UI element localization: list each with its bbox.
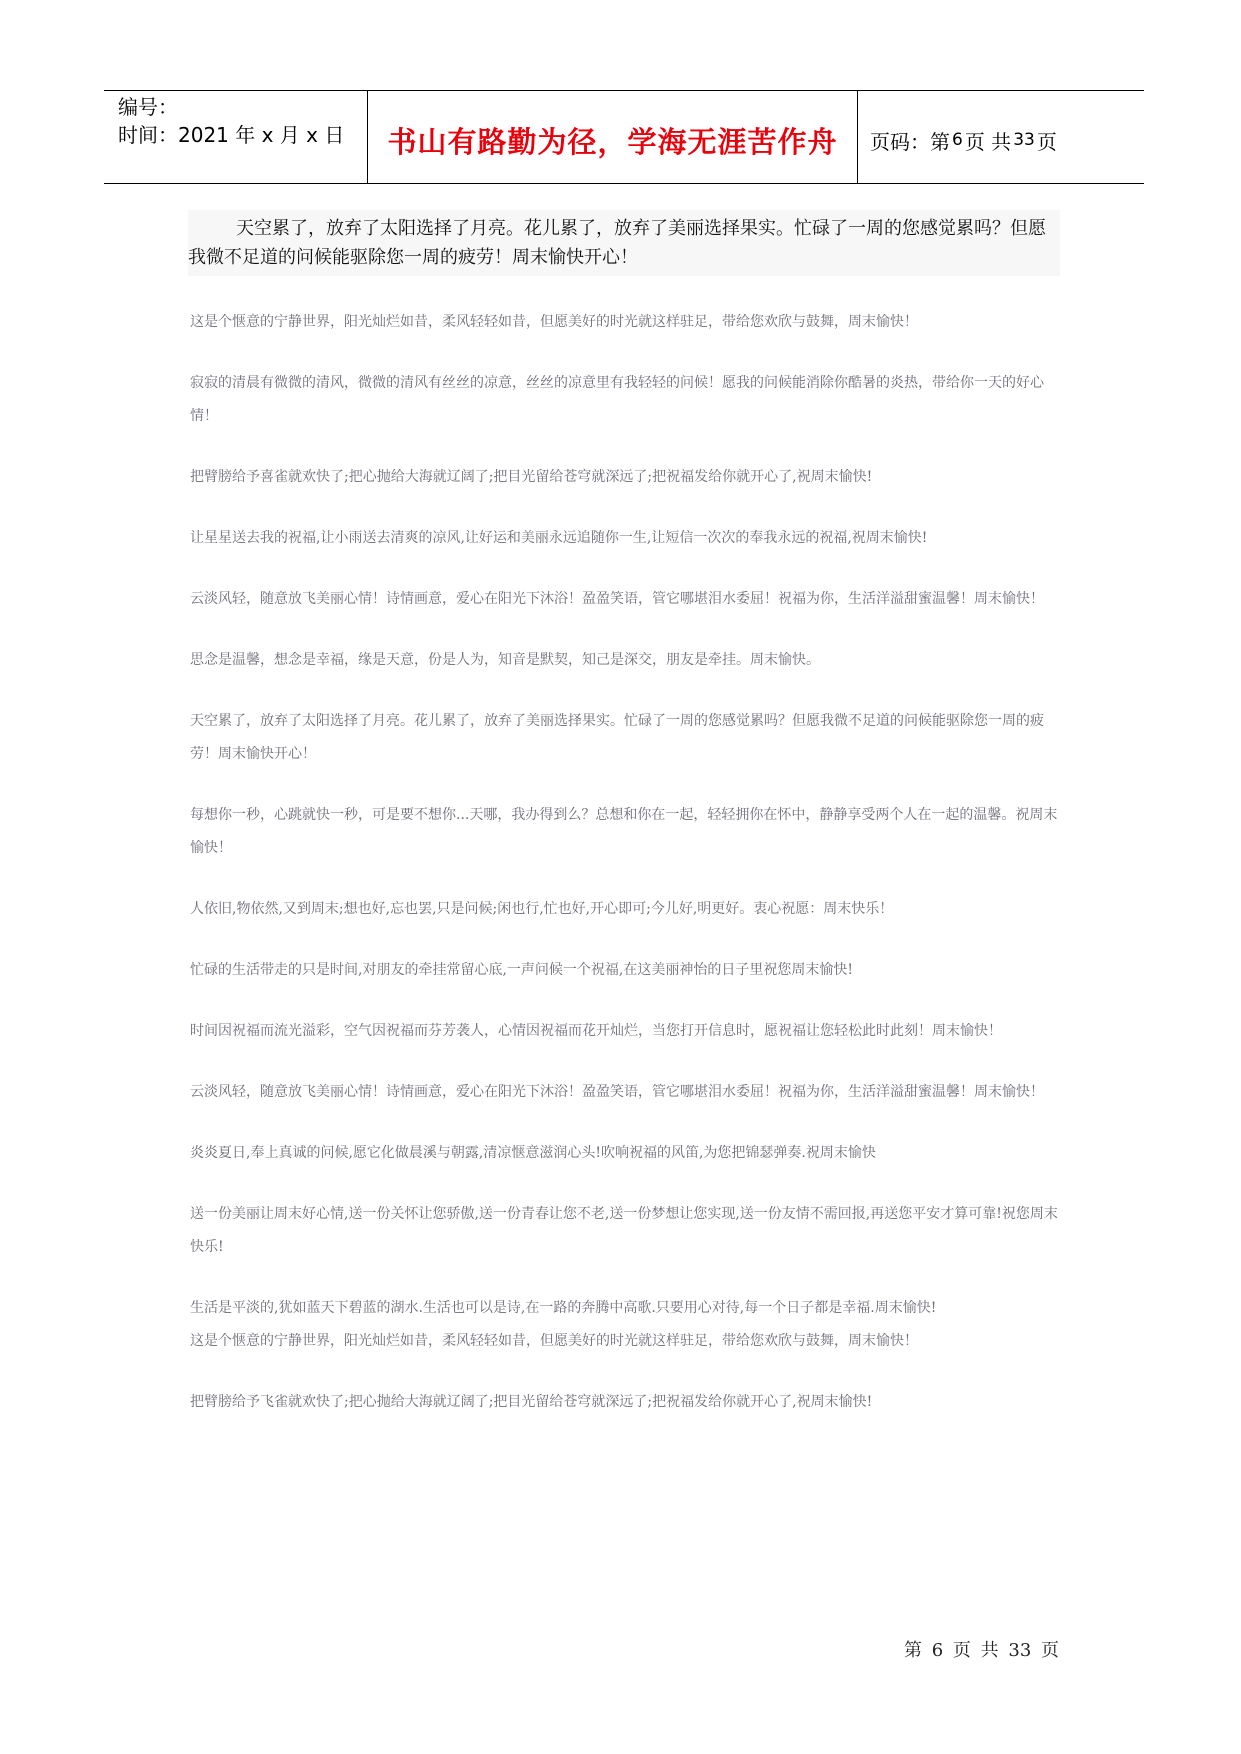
header-page-number [858, 91, 1144, 183]
footer-total: 33 [1008, 1640, 1032, 1661]
message-paragraph: 每想你一秒，心跳就快一秒，可是要不想你...天哪，我办得到么？总想和你在一起，轻轻拥你在怀中，静静享受两个人在一起的温馨。祝周末愉快！ [190, 807, 1058, 856]
message-paragraph: 生活是平淡的,犹如蓝天下碧蓝的湖水.生活也可以是诗,在一路的奔腾中高歌.只要用心对待,每一个日子都是幸福.周末愉快! [190, 1300, 937, 1316]
page-suffix: 页 [1036, 129, 1057, 154]
message-paragraph: 这是个惬意的宁静世界，阳光灿烂如昔，柔风轻轻如昔，但愿美好的时光就这样驻足，带给您欢欣与鼓舞，周末愉快！ [190, 314, 918, 330]
message-list [190, 306, 1062, 1447]
intro-paragraph: 天空累了，放弃了太阳选择了月亮。花儿累了，放弃了美丽选择果实。忙碌了一周的您感觉累吗？但愿我微不足道的问候能驱除您一周的疲劳！周末愉快开心！ [188, 210, 1060, 276]
message-paragraph: 天空累了，放弃了太阳选择了月亮。花儿累了，放弃了美丽选择果实。忙碌了一周的您感觉累吗？但愿我微不足道的问候能驱除您一周的疲劳！周末愉快开心！ [190, 713, 1044, 762]
page-prefix: 页码：第 [870, 129, 950, 154]
message-paragraph: 送一份美丽让周末好心情,送一份关怀让您骄傲,送一份青春让您不老,送一份梦想让您实现,送一份友情不需回报,再送您平安才算可靠!祝您周末快乐! [190, 1206, 1058, 1255]
message-paragraph: 云淡风轻，随意放飞美丽心情！诗情画意，爱心在阳光下沐浴！盈盈笑语，管它哪堪泪水委屈！祝福为你，生活洋溢甜蜜温馨！周末愉快！ [190, 1084, 1044, 1100]
footer-prefix: 第 [904, 1640, 922, 1661]
page-current: 6 [952, 130, 963, 150]
message-paragraph: 云淡风轻，随意放飞美丽心情！诗情画意，爱心在阳光下沐浴！盈盈笑语，管它哪堪泪水委屈！祝福为你，生活洋溢甜蜜温馨！周末愉快！ [190, 591, 1044, 607]
document-number-label: 编号： [118, 95, 178, 119]
message-paragraph: 忙碌的生活带走的只是时间,对朋友的牵挂常留心底,一声问候一个祝福,在这美丽神怡的日子里祝您周末愉快! [190, 962, 853, 978]
footer-middle: 页 共 [952, 1640, 999, 1661]
message-paragraph: 炎炎夏日,奉上真诚的问候,愿它化做晨溪与朝露,清凉惬意滋润心头!吹响祝福的风笛,为您把锦瑟弹奏.祝周末愉快 [190, 1145, 876, 1161]
footer-suffix: 页 [1041, 1640, 1060, 1661]
message-paragraph: 思念是温馨，想念是幸福，缘是天意，份是人为，知音是默契，知己是深交，朋友是牵挂。周末愉快。 [190, 652, 820, 668]
header-motto: 书山有路勤为径，学海无涯苦作舟 [368, 91, 858, 183]
header-meta [104, 91, 368, 183]
message-paragraph: 这是个惬意的宁静世界，阳光灿烂如昔，柔风轻轻如昔，但愿美好的时光就这样驻足，带给您欢欣与鼓舞，周末愉快！ [190, 1333, 918, 1349]
document-time-label: 时间：2021 年 x 月 x 日 [118, 123, 345, 147]
message-paragraph: 人依旧,物依然,又到周末;想也好,忘也罢,只是问候;闲也行,忙也好,开心即可;今儿好,明更好。衷心祝愿：周末快乐！ [190, 901, 894, 917]
message-paragraph: 让星星送去我的祝福,让小雨送去清爽的凉风,让好运和美丽永远追随你一生,让短信一次次的奉我永远的祝福,祝周末愉快! [190, 530, 928, 546]
message-paragraph: 时间因祝福而流光溢彩，空气因祝福而芬芳袭人，心情因祝福而花开灿烂，当您打开信息时，愿祝福让您轻松此时此刻！周末愉快！ [190, 1023, 1002, 1039]
footer-current: 6 [931, 1640, 944, 1661]
message-paragraph: 寂寂的清晨有微微的清风，微微的清风有丝丝的凉意，丝丝的凉意里有我轻轻的问候！愿我的问候能消除你酷暑的炎热，带给你一天的好心情！ [190, 375, 1044, 424]
message-paragraph: 把臂膀给予飞雀就欢快了;把心抛给大海就辽阔了;把目光留给苍穹就深远了;把祝福发给你就开心了,祝周末愉快! [190, 1394, 873, 1410]
page-footer [904, 1636, 1059, 1662]
page-header [104, 90, 1144, 184]
page-middle: 页 共 [964, 129, 1012, 154]
page-total: 33 [1013, 130, 1035, 150]
message-paragraph: 把臂膀给予喜雀就欢快了;把心抛给大海就辽阔了;把目光留给苍穹就深远了;把祝福发给你就开心了,祝周末愉快! [190, 469, 873, 485]
